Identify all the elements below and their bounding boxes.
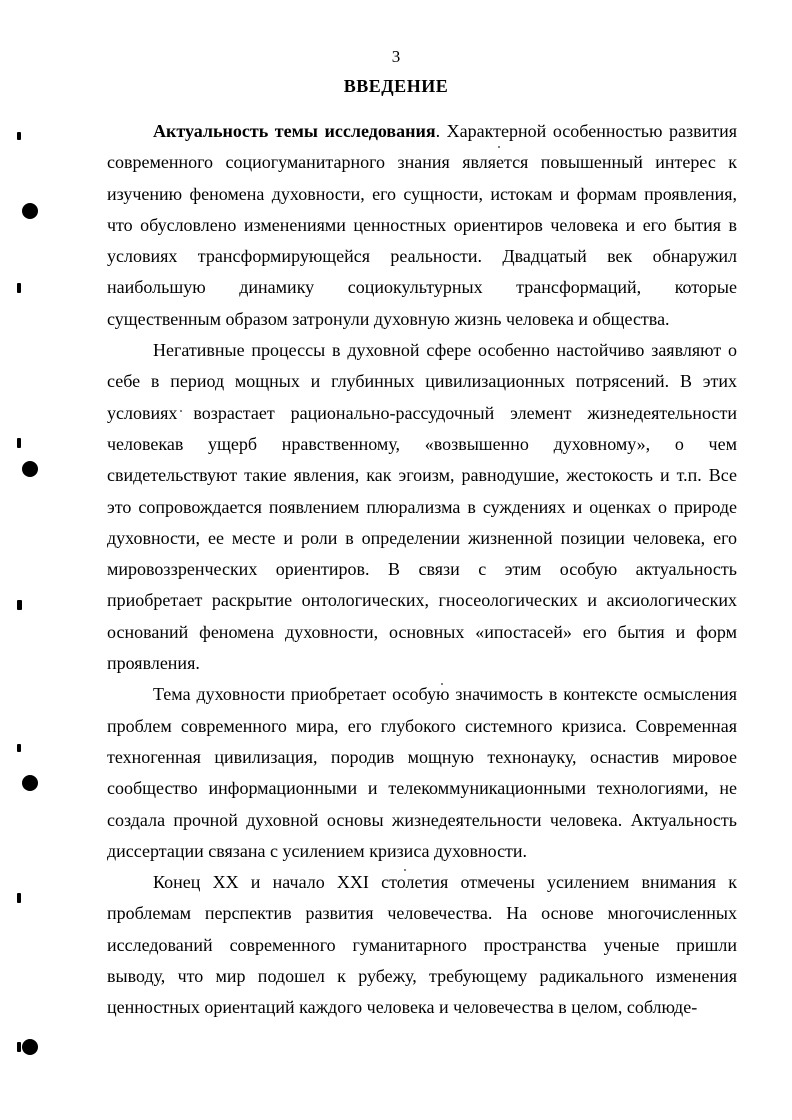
paragraph: Конец XX и начало XXI столетия отмечены усилением внимания к проблемам перспектив развития человечества. На основе многочисленных исследований современного гуманитарного пространства ученые пришли выводу, что мир подошел к рубежу, требующему радикального изменения ценностных ориентаций каждого человека и человечества в целом, соблюде- <box>107 872 737 1018</box>
scan-mark <box>17 1042 21 1052</box>
body-text <box>107 116 737 1024</box>
page-number: 3 <box>391 47 401 66</box>
paragraph-text: . Характерной особенностью развития современного социогуманитарного знания является повышенный интерес к изучению феномена духовности, его сущности, истокам и формам проявления, что обусловлено изменениями ценностных ориентиров человека и его бытия в условиях трансформирующейся реальности. Двадцатый век обнаружил наибольшую динамику социокультурных трансформаций, которые существенным образом затронули духовную жизнь человека и общества. <box>107 121 737 329</box>
paragraph <box>107 116 737 335</box>
paragraph-lead: Актуальность темы исследования <box>153 121 436 141</box>
paragraph: Тема духовности приобретает особую значимость в контексте осмысления проблем современного мира, его глубокого системного кризиса. Современная техногенная цивилизация, породив мощную технонауку, оснастив мировое сообщество информационными и телекоммуникационными технологиями, не создала прочной духовной основы жизнедеятельности человека. Актуальность диссертации связана с усилением кризиса духовности. <box>107 684 737 861</box>
binding-hole <box>22 775 38 791</box>
scan-mark <box>17 132 21 140</box>
scan-mark <box>17 283 21 293</box>
binding-hole <box>22 461 38 477</box>
scan-mark <box>17 600 22 610</box>
scan-mark <box>17 893 21 903</box>
paragraph: Негативные процессы в духовной сфере особенно настойчиво заявляют о себе в период мощных и глубинных цивилизационных потрясений. В этих условиях возрастает рационально-рассудочный элемент жизнедеятельности человекав ущерб нравственному, «возвышенно духовному», о чем свидетельствуют такие явления, как эгоизм, равнодушие, жестокость и т.п. Все это сопровождается появлением плюрализма в суждениях и оценках о природе духовности, ее месте и роли в определении жизненной позиции человека, его мировоззренческих ориентиров. В связи с этим особую актуальность приобретает раскрытие онтологических, гносеологических и аксиологических оснований феномена духовности, основных «ипостасей» его бытия и форм проявления. <box>107 340 737 674</box>
binding-hole <box>22 1039 38 1055</box>
section-heading: ВВЕДЕНИЕ <box>343 76 449 96</box>
scan-mark <box>17 744 21 752</box>
scan-mark <box>17 438 21 448</box>
binding-hole <box>22 203 38 219</box>
